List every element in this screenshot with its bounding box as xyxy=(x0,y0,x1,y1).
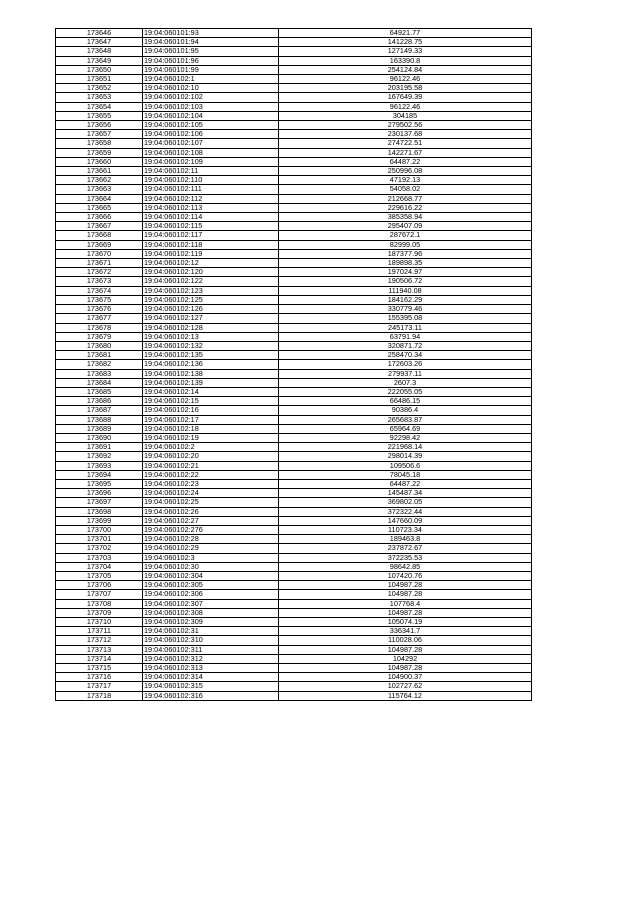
cadastral-number-cell: 19:04:060102:11 xyxy=(143,167,279,176)
row-id-cell: 173671 xyxy=(56,259,143,268)
amount-cell: 184162.29 xyxy=(279,295,532,304)
table-row xyxy=(56,581,532,590)
cadastral-number-cell: 19:04:060102:120 xyxy=(143,268,279,277)
table-row xyxy=(56,673,532,682)
row-id-cell: 173713 xyxy=(56,645,143,654)
cadastral-number-cell: 19:04:060102:14 xyxy=(143,387,279,396)
cadastral-number-cell: 19:04:060102:108 xyxy=(143,148,279,157)
amount-cell: 250996.08 xyxy=(279,167,532,176)
amount-cell: 298014.39 xyxy=(279,452,532,461)
amount-cell: 167649.39 xyxy=(279,93,532,102)
row-id-cell: 173666 xyxy=(56,213,143,222)
amount-cell: 104900.37 xyxy=(279,673,532,682)
row-id-cell: 173707 xyxy=(56,590,143,599)
cadastral-number-cell: 19:04:060102:123 xyxy=(143,286,279,295)
amount-cell: 295407.09 xyxy=(279,222,532,231)
cadastral-number-cell: 19:04:060102:128 xyxy=(143,323,279,332)
cadastral-number-cell: 19:04:060102:104 xyxy=(143,111,279,120)
cadastral-number-cell: 19:04:060102:135 xyxy=(143,351,279,360)
cadastral-number-cell: 19:04:060102:19 xyxy=(143,433,279,442)
table-row xyxy=(56,470,532,479)
table-row xyxy=(56,599,532,608)
amount-cell: 104292 xyxy=(279,654,532,663)
row-id-cell: 173689 xyxy=(56,424,143,433)
amount-cell: 47192.13 xyxy=(279,176,532,185)
cadastral-number-cell: 19:04:060102:109 xyxy=(143,157,279,166)
cadastral-number-cell: 19:04:060102:27 xyxy=(143,516,279,525)
row-id-cell: 173681 xyxy=(56,351,143,360)
table-row xyxy=(56,102,532,111)
amount-cell: 372235.53 xyxy=(279,553,532,562)
row-id-cell: 173652 xyxy=(56,84,143,93)
table-row xyxy=(56,664,532,673)
amount-cell: 189463.8 xyxy=(279,535,532,544)
row-id-cell: 173682 xyxy=(56,360,143,369)
row-id-cell: 173692 xyxy=(56,452,143,461)
amount-cell: 82999.05 xyxy=(279,240,532,249)
row-id-cell: 173658 xyxy=(56,139,143,148)
row-id-cell: 173664 xyxy=(56,194,143,203)
cadastral-number-cell: 19:04:060102:127 xyxy=(143,314,279,323)
amount-cell: 104987.28 xyxy=(279,608,532,617)
row-id-cell: 173690 xyxy=(56,433,143,442)
row-id-cell: 173716 xyxy=(56,673,143,682)
cadastral-number-cell: 19:04:060102:132 xyxy=(143,341,279,350)
cadastral-number-cell: 19:04:060102:110 xyxy=(143,176,279,185)
cadastral-number-cell: 19:04:060102:307 xyxy=(143,599,279,608)
row-id-cell: 173674 xyxy=(56,286,143,295)
table-row xyxy=(56,452,532,461)
amount-cell: 96122.46 xyxy=(279,75,532,84)
row-id-cell: 173712 xyxy=(56,636,143,645)
table-row xyxy=(56,562,532,571)
cadastral-number-cell: 19:04:060102:102 xyxy=(143,93,279,102)
table-row xyxy=(56,222,532,231)
amount-cell: 187377.96 xyxy=(279,249,532,258)
amount-cell: 107768.4 xyxy=(279,599,532,608)
row-id-cell: 173718 xyxy=(56,691,143,700)
data-table xyxy=(55,28,532,701)
row-id-cell: 173702 xyxy=(56,544,143,553)
row-id-cell: 173675 xyxy=(56,295,143,304)
cadastral-number-cell: 19:04:060102:24 xyxy=(143,489,279,498)
amount-cell: 142271.67 xyxy=(279,148,532,157)
table-row xyxy=(56,29,532,38)
amount-cell: 102727.62 xyxy=(279,682,532,691)
cadastral-number-cell: 19:04:060102:105 xyxy=(143,121,279,130)
table-row xyxy=(56,305,532,314)
table-row xyxy=(56,93,532,102)
amount-cell: 279937.11 xyxy=(279,369,532,378)
table-row xyxy=(56,249,532,258)
amount-cell: 64921.77 xyxy=(279,29,532,38)
cadastral-number-cell: 19:04:060102:316 xyxy=(143,691,279,700)
amount-cell: 372322.44 xyxy=(279,507,532,516)
cadastral-number-cell: 19:04:060102:308 xyxy=(143,608,279,617)
cadastral-number-cell: 19:04:060102:22 xyxy=(143,470,279,479)
row-id-cell: 173685 xyxy=(56,387,143,396)
cadastral-number-cell: 19:04:060102:18 xyxy=(143,424,279,433)
row-id-cell: 173653 xyxy=(56,93,143,102)
table-row xyxy=(56,636,532,645)
table-row xyxy=(56,397,532,406)
amount-cell: 147660.09 xyxy=(279,516,532,525)
cadastral-number-cell: 19:04:060102:306 xyxy=(143,590,279,599)
amount-cell: 110723.34 xyxy=(279,525,532,534)
cadastral-number-cell: 19:04:060102:28 xyxy=(143,535,279,544)
row-id-cell: 173696 xyxy=(56,489,143,498)
amount-cell: 274722.51 xyxy=(279,139,532,148)
cadastral-number-cell: 19:04:060101:99 xyxy=(143,65,279,74)
row-id-cell: 173704 xyxy=(56,562,143,571)
table-row xyxy=(56,268,532,277)
cadastral-number-cell: 19:04:060102:304 xyxy=(143,571,279,580)
row-id-cell: 173655 xyxy=(56,111,143,120)
cadastral-number-cell: 19:04:060102:21 xyxy=(143,461,279,470)
amount-cell: 105074.19 xyxy=(279,618,532,627)
table-row xyxy=(56,323,532,332)
table-row xyxy=(56,121,532,130)
cadastral-number-cell: 19:04:060102:312 xyxy=(143,654,279,663)
table-row xyxy=(56,231,532,240)
row-id-cell: 173672 xyxy=(56,268,143,277)
table-row xyxy=(56,618,532,627)
amount-cell: 155395.08 xyxy=(279,314,532,323)
amount-cell: 104987.28 xyxy=(279,581,532,590)
row-id-cell: 173710 xyxy=(56,618,143,627)
row-id-cell: 173650 xyxy=(56,65,143,74)
table-row xyxy=(56,553,532,562)
amount-cell: 172603.26 xyxy=(279,360,532,369)
amount-cell: 222055.05 xyxy=(279,387,532,396)
cadastral-number-cell: 19:04:060102:29 xyxy=(143,544,279,553)
row-id-cell: 173677 xyxy=(56,314,143,323)
table-row xyxy=(56,516,532,525)
cadastral-number-cell: 19:04:060102:20 xyxy=(143,452,279,461)
cadastral-number-cell: 19:04:060102:310 xyxy=(143,636,279,645)
cadastral-number-cell: 19:04:060101:93 xyxy=(143,29,279,38)
cadastral-number-cell: 19:04:060102:126 xyxy=(143,305,279,314)
table-row xyxy=(56,240,532,249)
amount-cell: 107420.76 xyxy=(279,571,532,580)
row-id-cell: 173687 xyxy=(56,406,143,415)
row-id-cell: 173663 xyxy=(56,185,143,194)
row-id-cell: 173654 xyxy=(56,102,143,111)
cadastral-number-cell: 19:04:060102:118 xyxy=(143,240,279,249)
row-id-cell: 173673 xyxy=(56,277,143,286)
row-id-cell: 173684 xyxy=(56,378,143,387)
amount-cell: 54058.02 xyxy=(279,185,532,194)
row-id-cell: 173646 xyxy=(56,29,143,38)
amount-cell: 369802.05 xyxy=(279,498,532,507)
row-id-cell: 173699 xyxy=(56,516,143,525)
table-row xyxy=(56,544,532,553)
amount-cell: 203195.58 xyxy=(279,84,532,93)
table-row xyxy=(56,424,532,433)
cadastral-number-cell: 19:04:060102:112 xyxy=(143,194,279,203)
cadastral-number-cell: 19:04:060102:117 xyxy=(143,231,279,240)
amount-cell: 320871.72 xyxy=(279,341,532,350)
table-row xyxy=(56,627,532,636)
cadastral-number-cell: 19:04:060102:305 xyxy=(143,581,279,590)
row-id-cell: 173678 xyxy=(56,323,143,332)
table-row xyxy=(56,167,532,176)
table-row xyxy=(56,590,532,599)
table-row xyxy=(56,691,532,700)
row-id-cell: 173679 xyxy=(56,332,143,341)
table-row xyxy=(56,535,532,544)
row-id-cell: 173660 xyxy=(56,157,143,166)
row-id-cell: 173709 xyxy=(56,608,143,617)
amount-cell: 90386.4 xyxy=(279,406,532,415)
cadastral-number-cell: 19:04:060102:111 xyxy=(143,185,279,194)
amount-cell: 65964.69 xyxy=(279,424,532,433)
cadastral-number-cell: 19:04:060102:10 xyxy=(143,84,279,93)
table-row xyxy=(56,415,532,424)
table-row xyxy=(56,682,532,691)
table-row xyxy=(56,433,532,442)
amount-cell: 64487.22 xyxy=(279,479,532,488)
cadastral-number-cell: 19:04:060102:119 xyxy=(143,249,279,258)
row-id-cell: 173676 xyxy=(56,305,143,314)
row-id-cell: 173711 xyxy=(56,627,143,636)
amount-cell: 221968.14 xyxy=(279,443,532,452)
cadastral-number-cell: 19:04:060102:113 xyxy=(143,203,279,212)
table-row xyxy=(56,139,532,148)
table-row xyxy=(56,489,532,498)
table-row xyxy=(56,185,532,194)
row-id-cell: 173714 xyxy=(56,654,143,663)
row-id-cell: 173698 xyxy=(56,507,143,516)
table-row xyxy=(56,314,532,323)
table-row xyxy=(56,38,532,47)
table-row xyxy=(56,332,532,341)
amount-cell: 127149.33 xyxy=(279,47,532,56)
cadastral-number-cell: 19:04:060101:95 xyxy=(143,47,279,56)
table-row xyxy=(56,65,532,74)
amount-cell: 109506.6 xyxy=(279,461,532,470)
amount-cell: 63791.94 xyxy=(279,332,532,341)
row-id-cell: 173649 xyxy=(56,56,143,65)
row-id-cell: 173659 xyxy=(56,148,143,157)
amount-cell: 141228.75 xyxy=(279,38,532,47)
cadastral-number-cell: 19:04:060102:30 xyxy=(143,562,279,571)
amount-cell: 330779.46 xyxy=(279,305,532,314)
cadastral-number-cell: 19:04:060102:15 xyxy=(143,397,279,406)
table-row xyxy=(56,654,532,663)
table-row xyxy=(56,406,532,415)
row-id-cell: 173686 xyxy=(56,397,143,406)
cadastral-number-cell: 19:04:060102:12 xyxy=(143,259,279,268)
table-row xyxy=(56,259,532,268)
table-body xyxy=(56,29,532,701)
row-id-cell: 173691 xyxy=(56,443,143,452)
amount-cell: 189898.35 xyxy=(279,259,532,268)
amount-cell: 287672.1 xyxy=(279,231,532,240)
table-row xyxy=(56,378,532,387)
table-row xyxy=(56,479,532,488)
row-id-cell: 173647 xyxy=(56,38,143,47)
row-id-cell: 173697 xyxy=(56,498,143,507)
cadastral-number-cell: 19:04:060102:122 xyxy=(143,277,279,286)
table-row xyxy=(56,148,532,157)
row-id-cell: 173715 xyxy=(56,664,143,673)
table-row xyxy=(56,571,532,580)
row-id-cell: 173680 xyxy=(56,341,143,350)
row-id-cell: 173705 xyxy=(56,571,143,580)
amount-cell: 92298.42 xyxy=(279,433,532,442)
amount-cell: 336341.7 xyxy=(279,627,532,636)
amount-cell: 190506.72 xyxy=(279,277,532,286)
amount-cell: 104987.28 xyxy=(279,664,532,673)
amount-cell: 98642.85 xyxy=(279,562,532,571)
amount-cell: 110028.06 xyxy=(279,636,532,645)
amount-cell: 279502.56 xyxy=(279,121,532,130)
cadastral-number-cell: 19:04:060102:315 xyxy=(143,682,279,691)
amount-cell: 78045.18 xyxy=(279,470,532,479)
row-id-cell: 173665 xyxy=(56,203,143,212)
table-row xyxy=(56,277,532,286)
row-id-cell: 173651 xyxy=(56,75,143,84)
table-row xyxy=(56,507,532,516)
row-id-cell: 173688 xyxy=(56,415,143,424)
table-row xyxy=(56,341,532,350)
table-row xyxy=(56,56,532,65)
cadastral-number-cell: 19:04:060101:94 xyxy=(143,38,279,47)
cadastral-number-cell: 19:04:060102:103 xyxy=(143,102,279,111)
cadastral-number-cell: 19:04:060102:138 xyxy=(143,369,279,378)
cadastral-number-cell: 19:04:060102:136 xyxy=(143,360,279,369)
amount-cell: 245173.11 xyxy=(279,323,532,332)
table-row xyxy=(56,461,532,470)
row-id-cell: 173657 xyxy=(56,130,143,139)
cadastral-number-cell: 19:04:060102:26 xyxy=(143,507,279,516)
table-row xyxy=(56,645,532,654)
row-id-cell: 173695 xyxy=(56,479,143,488)
amount-cell: 254124.84 xyxy=(279,65,532,74)
row-id-cell: 173703 xyxy=(56,553,143,562)
amount-cell: 64487.22 xyxy=(279,157,532,166)
cadastral-number-cell: 19:04:060102:139 xyxy=(143,378,279,387)
amount-cell: 258470.34 xyxy=(279,351,532,360)
row-id-cell: 173668 xyxy=(56,231,143,240)
amount-cell: 2607.3 xyxy=(279,378,532,387)
cadastral-number-cell: 19:04:060102:17 xyxy=(143,415,279,424)
cadastral-number-cell: 19:04:060102:31 xyxy=(143,627,279,636)
amount-cell: 104987.28 xyxy=(279,645,532,654)
table-row xyxy=(56,47,532,56)
table-row xyxy=(56,157,532,166)
amount-cell: 96122.46 xyxy=(279,102,532,111)
amount-cell: 265683.87 xyxy=(279,415,532,424)
cadastral-number-cell: 19:04:060102:23 xyxy=(143,479,279,488)
cadastral-number-cell: 19:04:060102:276 xyxy=(143,525,279,534)
row-id-cell: 173693 xyxy=(56,461,143,470)
amount-cell: 163390.8 xyxy=(279,56,532,65)
table-row xyxy=(56,176,532,185)
table-row xyxy=(56,525,532,534)
amount-cell: 212668.77 xyxy=(279,194,532,203)
row-id-cell: 173661 xyxy=(56,167,143,176)
row-id-cell: 173656 xyxy=(56,121,143,130)
row-id-cell: 173708 xyxy=(56,599,143,608)
table-row xyxy=(56,360,532,369)
cadastral-number-cell: 19:04:060102:3 xyxy=(143,553,279,562)
row-id-cell: 173706 xyxy=(56,581,143,590)
cadastral-number-cell: 19:04:060102:125 xyxy=(143,295,279,304)
row-id-cell: 173670 xyxy=(56,249,143,258)
table-row xyxy=(56,84,532,93)
table-row xyxy=(56,443,532,452)
cadastral-number-cell: 19:04:060102:2 xyxy=(143,443,279,452)
row-id-cell: 173700 xyxy=(56,525,143,534)
row-id-cell: 173667 xyxy=(56,222,143,231)
cadastral-number-cell: 19:04:060102:314 xyxy=(143,673,279,682)
cadastral-number-cell: 19:04:060102:16 xyxy=(143,406,279,415)
cadastral-number-cell: 19:04:060102:313 xyxy=(143,664,279,673)
row-id-cell: 173662 xyxy=(56,176,143,185)
row-id-cell: 173648 xyxy=(56,47,143,56)
table-row xyxy=(56,111,532,120)
cadastral-number-cell: 19:04:060102:13 xyxy=(143,332,279,341)
amount-cell: 115764.12 xyxy=(279,691,532,700)
amount-cell: 237872.67 xyxy=(279,544,532,553)
cadastral-number-cell: 19:04:060102:106 xyxy=(143,130,279,139)
amount-cell: 230137.68 xyxy=(279,130,532,139)
cadastral-number-cell: 19:04:060102:311 xyxy=(143,645,279,654)
table-row xyxy=(56,75,532,84)
table-row xyxy=(56,351,532,360)
row-id-cell: 173694 xyxy=(56,470,143,479)
table-row xyxy=(56,608,532,617)
cadastral-number-cell: 19:04:060102:25 xyxy=(143,498,279,507)
cadastral-number-cell: 19:04:060102:114 xyxy=(143,213,279,222)
cadastral-number-cell: 19:04:060102:309 xyxy=(143,618,279,627)
amount-cell: 197024.97 xyxy=(279,268,532,277)
row-id-cell: 173701 xyxy=(56,535,143,544)
row-id-cell: 173717 xyxy=(56,682,143,691)
amount-cell: 104987.28 xyxy=(279,590,532,599)
cadastral-number-cell: 19:04:060102:107 xyxy=(143,139,279,148)
amount-cell: 385358.94 xyxy=(279,213,532,222)
table-row xyxy=(56,369,532,378)
amount-cell: 145487.34 xyxy=(279,489,532,498)
amount-cell: 304185 xyxy=(279,111,532,120)
cadastral-number-cell: 19:04:060101:96 xyxy=(143,56,279,65)
table-row xyxy=(56,213,532,222)
table-row xyxy=(56,498,532,507)
amount-cell: 111940.08 xyxy=(279,286,532,295)
amount-cell: 66486.15 xyxy=(279,397,532,406)
cadastral-number-cell: 19:04:060102:1 xyxy=(143,75,279,84)
table-row xyxy=(56,194,532,203)
table-row xyxy=(56,130,532,139)
cadastral-number-cell: 19:04:060102:115 xyxy=(143,222,279,231)
amount-cell: 229616.22 xyxy=(279,203,532,212)
row-id-cell: 173669 xyxy=(56,240,143,249)
table-row xyxy=(56,203,532,212)
table-row xyxy=(56,286,532,295)
row-id-cell: 173683 xyxy=(56,369,143,378)
table-row xyxy=(56,295,532,304)
table-row xyxy=(56,387,532,396)
